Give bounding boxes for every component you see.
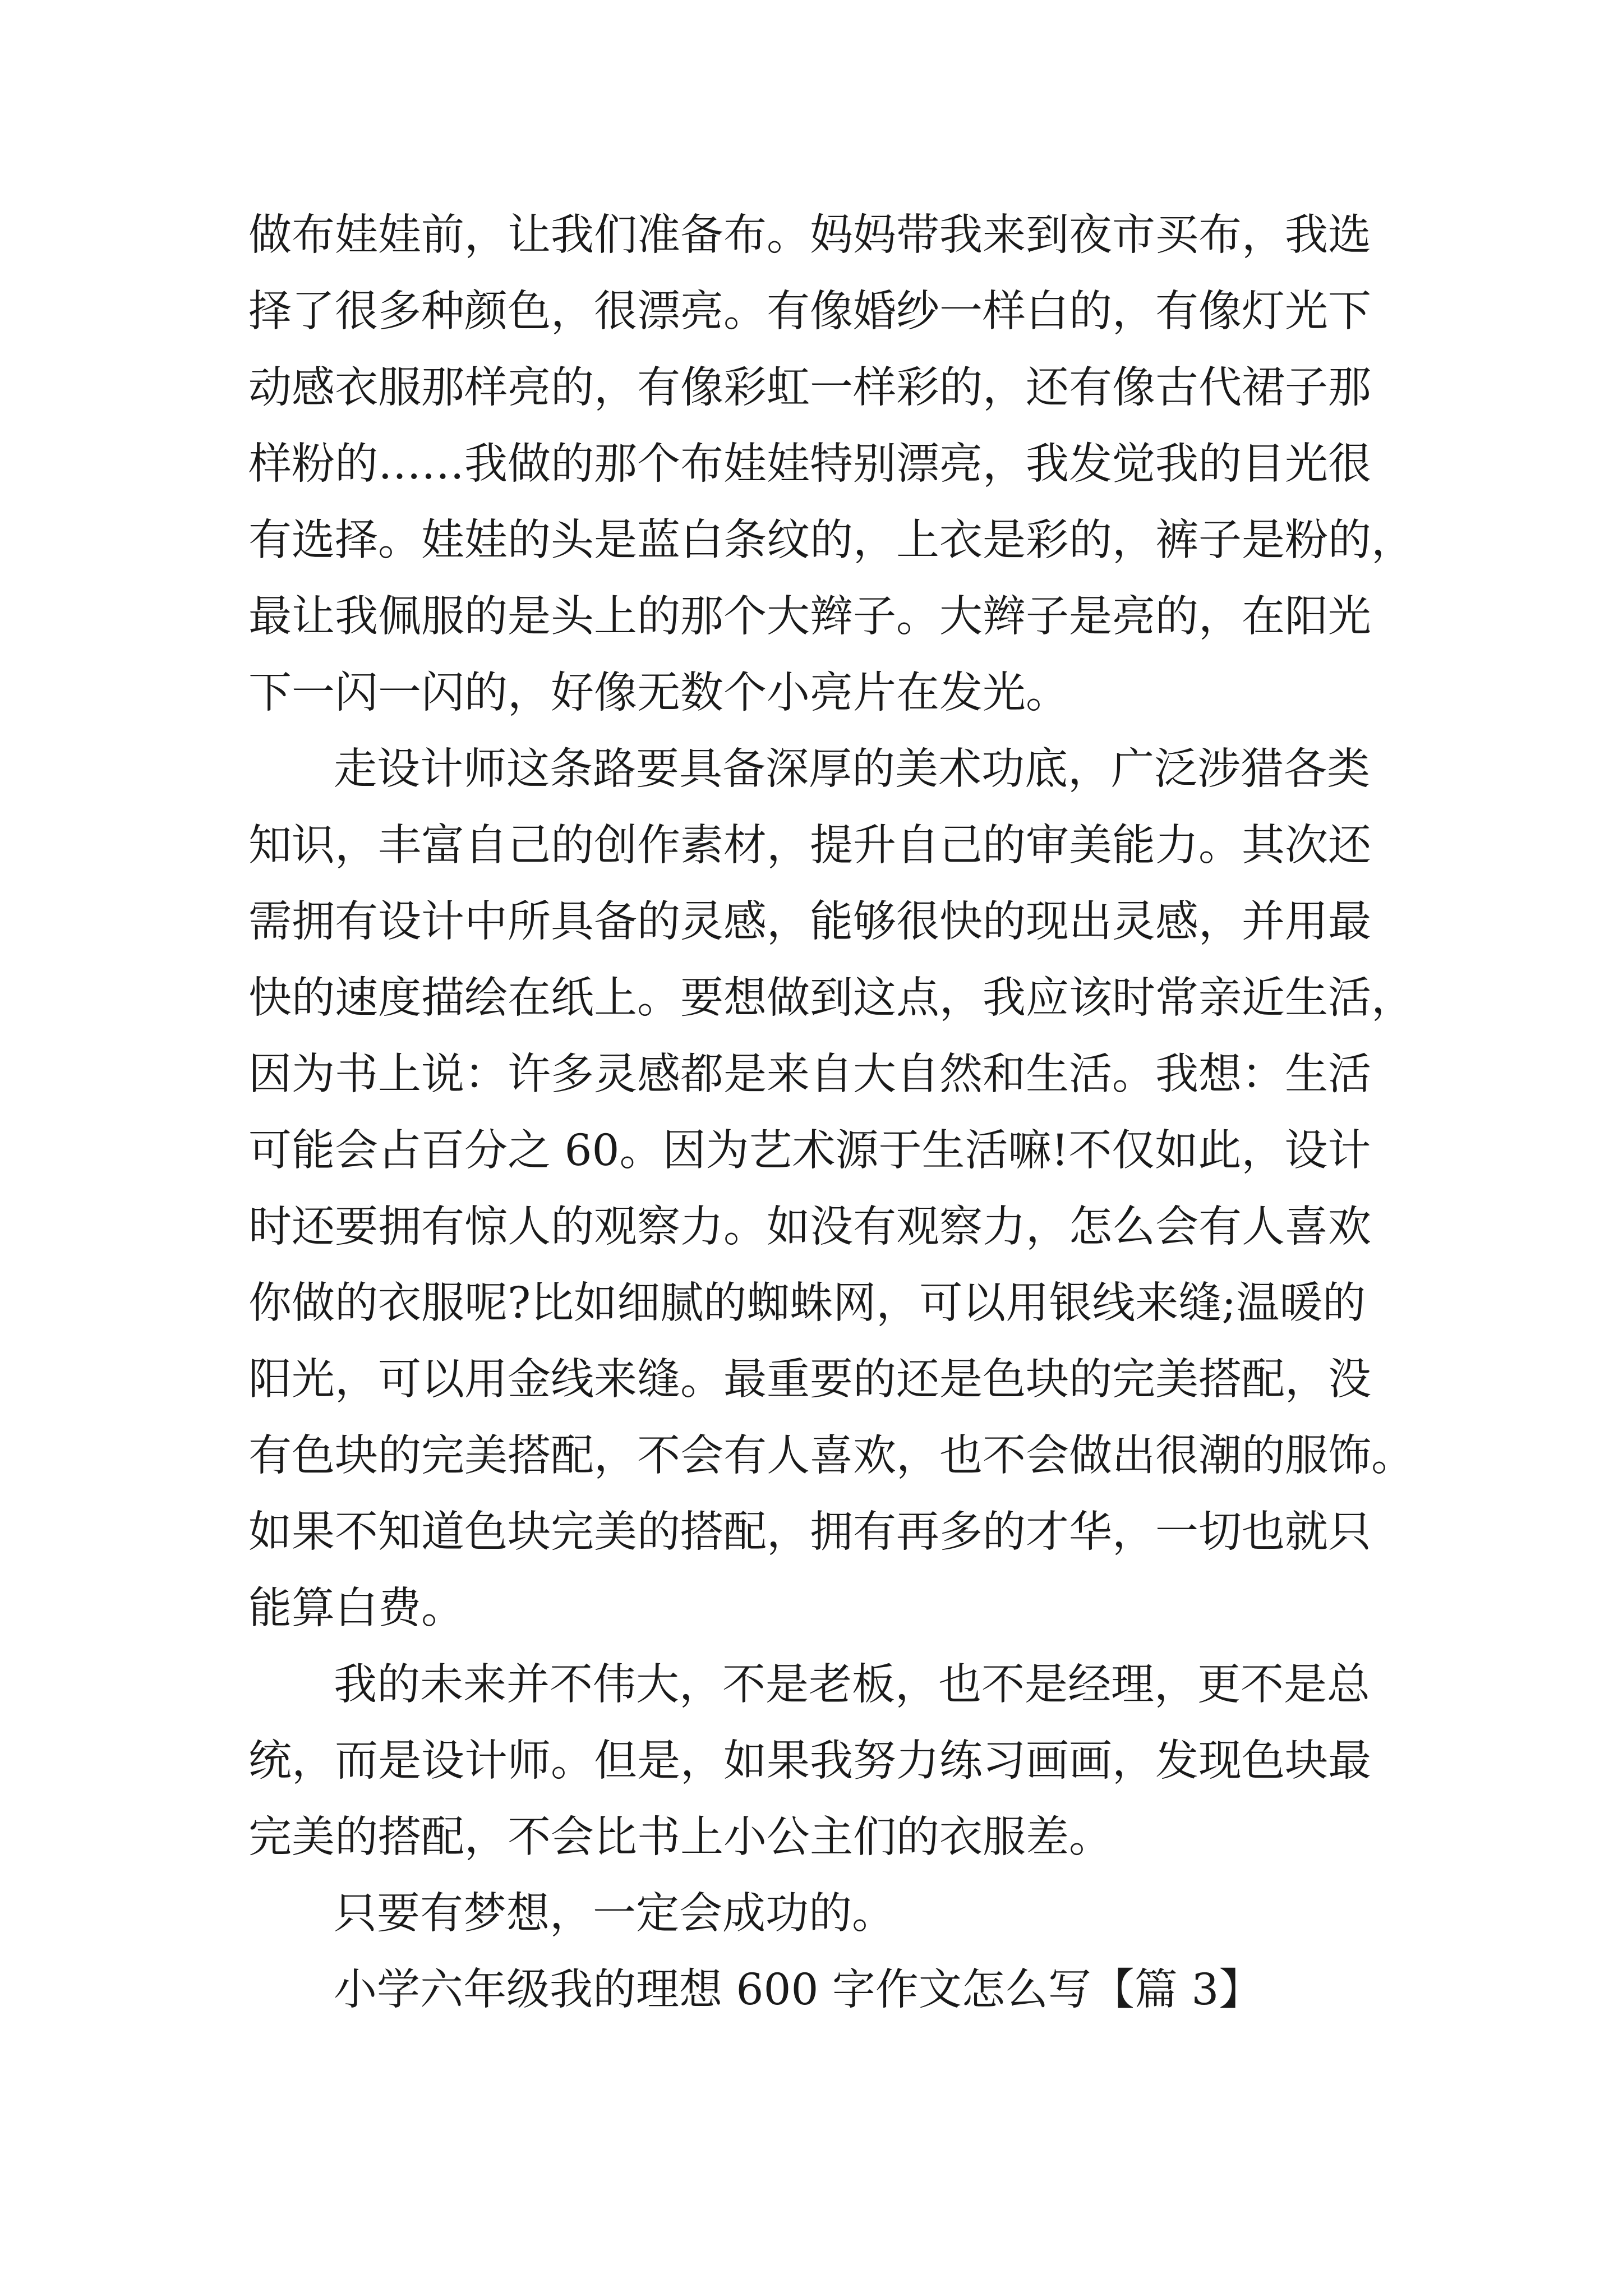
text-line: 如果不知道色块完美的搭配，拥有再多的才华，一切也就只 — [248, 1507, 1371, 1557]
text-line: 可能会占百分之 60。因为艺术源于生活嘛!不仅如此，设计 — [248, 1126, 1371, 1176]
text-line: 快的速度描绘在纸上。要想做到这点，我应该时常亲近生活， — [248, 973, 1414, 1023]
text-line: 统，而是设计师。但是，如果我努力练习画画，发现色块最 — [248, 1736, 1371, 1786]
text-line: 样粉的……我做的那个布娃娃特别漂亮，我发觉我的目光很 — [248, 439, 1371, 489]
paragraph-start-line: 走设计师这条路要具备深厚的美术功底，广泛涉猎各类 — [334, 744, 1370, 794]
paragraph-start-line: 只要有梦想，一定会成功的。 — [334, 1889, 895, 1939]
text-line: 需拥有设计中所具备的灵感，能够很快的现出灵感，并用最 — [248, 897, 1371, 947]
text-line: 完美的搭配，不会比书上小公主们的衣服差。 — [248, 1812, 1112, 1862]
text-line: 有色块的完美搭配，不会有人喜欢，也不会做出很潮的服饰。 — [248, 1431, 1414, 1481]
text-line: 动感衣服那样亮的，有像彩虹一样彩的，还有像古代裙子那 — [248, 363, 1371, 413]
text-line: 下一闪一闪的，好像无数个小亮片在发光。 — [248, 668, 1069, 718]
text-line: 有选择。娃娃的头是蓝白条纹的，上衣是彩的，裤子是粉的， — [248, 516, 1414, 565]
paragraph-start-line: 我的未来并不伟大，不是老板，也不是经理，更不是总 — [334, 1660, 1370, 1710]
text-line: 择了很多种颜色，很漂亮。有像婚纱一样白的，有像灯光下 — [248, 287, 1371, 337]
text-line: 阳光，可以用金线来缝。最重要的还是色块的完美搭配，没 — [248, 1355, 1371, 1405]
text-line: 因为书上说：许多灵感都是来自大自然和生活。我想：生活 — [248, 1050, 1371, 1099]
text-line: 知识，丰富自己的创作素材，提升自己的审美能力。其次还 — [248, 821, 1371, 871]
text-line: 时还要拥有惊人的观察力。如没有观察力，怎么会有人喜欢 — [248, 1202, 1371, 1252]
text-line: 做布娃娃前，让我们准备布。妈妈带我来到夜市买布，我选 — [248, 210, 1371, 260]
text-line: 能算白费。 — [248, 1584, 464, 1634]
text-line: 最让我佩服的是头上的那个大辫子。大辫子是亮的，在阳光 — [248, 592, 1371, 642]
text-line: 你做的衣服呢?比如细腻的蜘蛛网，可以用银线来缝;温暖的 — [248, 1278, 1366, 1328]
section-heading: 小学六年级我的理想 600 字作文怎么写【篇 3】 — [334, 1965, 1262, 2015]
